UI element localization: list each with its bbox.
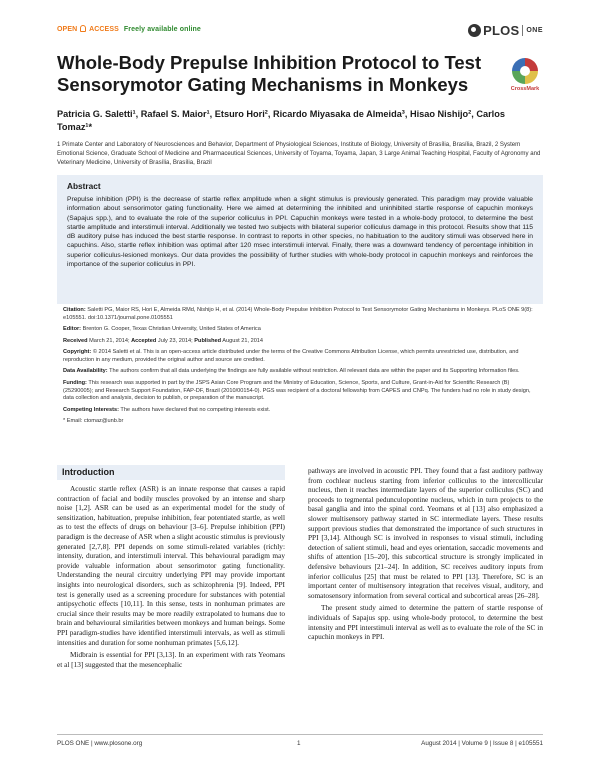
plos-wordmark: PLOS [483, 22, 520, 38]
logo-divider [522, 25, 523, 36]
footer-journal-link[interactable]: PLOS ONE | www.plosone.org [57, 740, 143, 747]
citation-text: Saletti PG, Maior RS, Hori E, Almeida RMd, Nishijo H, et al. (2014) Whole-Body Prepulse Inhibition Protocol to Test Sensorymotor Gating Mechanisms in Monkeys. PLoS ONE 9(8): e105551. doi:10.1371/journal.pone.0105551 [63, 307, 533, 321]
footer-issue-info: August 2014 | Volume 9 | Issue 8 | e105551 [421, 740, 543, 747]
competing-interests-block [63, 407, 538, 415]
open-label: OPEN [57, 26, 78, 33]
funding-text: This research was supported in part by the JSPS Asian Core Program and the Ministry of Education, Science, Sports, and Culture, Grant-in-Aid for Scientific Research (B) (25290005); and Research Support Foundation, FAP-DF, Brazil (2010/00154-0). PGS was recipient of a doctoral fellowship from CAPES and CNPq. The funders had no role in study design, data collection and analysis, decision to publish, or preparation of the manuscript. [63, 379, 531, 402]
dates-block [63, 338, 538, 346]
accepted-label: Accepted [131, 337, 157, 344]
editor-text: Brenton G. Cooper, Texas Christian University, United States of America [82, 326, 261, 333]
data-availability-label: Data Availability: [63, 368, 108, 375]
crossmark-label: CrossMark [510, 86, 540, 92]
intro-paragraph: Acoustic startle reflex (ASR) is an innate response that causes a rapid contraction of facial and bodily muscles provoked by an intense and sharp noise [1,2]. ASR can be used as an experimental model for the study of sensitization, habituation, prepulse inhibition, fear potentiated startle, as well as to test the effects of drugs on behaviour [3–6]. Prepulse inhibition (PPI) paradigm is the decrease of ASR when a slight acoustic stimulus is previously generated [2,7,8]. PPI depends on some stimuli-related variables (richly: intensity, duration, and interstimuli interval. This behavioural paradigm may provide valuable information about sensorimotor gating functionality. Understanding the neural circuitry underlying PPI may provide important insights into neurological disorders, such as schizophrenia [9]. Indeed, PPI test is generally used as a screening procedure for substances with potential antipsychotic effects [10,11]. In this sense, tests in nonhuman primates are crucial since their results may be more readily extrapolated to humans due to brain and behavioural similarities between monkeys and human beings. Some PPI paradigm-studies have identified interstimuli intervals, as well as stimuli intensities and duration for some nonhuman primates [5,6,12]. [57, 484, 285, 647]
crossmark-icon [512, 58, 538, 84]
editor-block [63, 326, 538, 334]
open-lock-icon [80, 25, 86, 32]
received-date: March 21, 2014; [89, 337, 130, 344]
abstract-section [57, 175, 543, 304]
competing-interests-text: The authors have declared that no competing interests exist. [120, 406, 271, 413]
introduction-heading: Introduction [57, 465, 285, 480]
page-number: 1 [297, 740, 301, 747]
accepted-date: July 23, 2014; [157, 337, 193, 344]
article-title: Whole-Body Prepulse Inhibition Protocol to Test Sensorymotor Gating Mechanisms in Monkeys [57, 52, 482, 95]
abstract-heading: Abstract [67, 181, 101, 191]
one-wordmark: ONE [526, 26, 543, 34]
plos-one-logo[interactable] [468, 22, 543, 38]
data-availability-text: The authors confirm that all data underlying the findings are fully available without restriction. All relevant data are within the paper and its Supporting Information files. [109, 368, 520, 375]
plos-logo-icon [468, 24, 481, 37]
open-access-badge[interactable] [57, 25, 201, 33]
intro-paragraph: The present study aimed to determine the pattern of startle response of individuals of Sapajus spp. using whole-body protocol, to determine the best intensity and PPI interstimuli interval as well as to evaluate the role of the SC in capuchin monkeys in PPI. [308, 603, 543, 642]
affiliations: 1 Primate Center and Laboratory of Neurosciences and Behavior, Department of Physiological Sciences, Institute of Biology, University of Brasília, Brasília, Brazil, 2 System Emotional Science, Graduate School of Medicine and Pharmaceutical Sciences, University of Toyama, Toyama, Japan, 3 Large Animal Teaching Hospital, Faculty of Agronomy and Veterinary Medicine, University of Brasília, Brasília, Brazil [57, 141, 541, 166]
access-label: ACCESS [89, 26, 119, 33]
citation-label: Citation: [63, 307, 86, 313]
copyright-block [63, 349, 538, 364]
funding-label: Funding: [63, 379, 87, 386]
body-column-right [308, 466, 543, 642]
published-date: August 21, 2014 [222, 337, 264, 344]
published-label: Published [194, 337, 222, 344]
footer-divider [57, 734, 543, 735]
page-footer [57, 738, 543, 750]
abstract-text: Prepulse inhibition (PPI) is the decrease of startle reflex amplitude when a slight stimulus is previously generated. This paradigm may provide valuable information about sensorimotor gating functionality. Here we aimed at determining the inhibited and uninhibited startle response of capuchin monkeys (Sapajus spp.), and to evaluate the role of the superior colliculus in PPI. Capuchin monkeys were tested in a whole-body protocol, to determine the best startle amplitude and interstimuli interval. Additionally we tested two subjects with bilateral superior colliculus damage in this protocol. Results show that 115 dB auditory pulse has induced the best startle response. In contrast to reports in other species, no habituation to the auditory stimuli was observed here in capuchins. Also, startle reflex inhibition was optimal after 120 msec interstimuli interval. Finally, there was a downward tendency of percentage inhibition in superior colliculus-lesioned monkeys. Our data provides the possibility of further studies with whole-body protocol in capuchin monkeys and reinforces the importance of the superior colliculus in PPI. [67, 196, 533, 269]
crossmark-badge[interactable] [508, 58, 542, 92]
body-column-left [57, 484, 285, 669]
freely-available-label: Freely available online [123, 26, 201, 33]
editor-label: Editor: [63, 326, 82, 333]
copyright-label: Copyright: [63, 349, 92, 356]
received-label: Received [63, 337, 88, 344]
citation-block [63, 307, 538, 322]
intro-paragraph: Midbrain is essential for PPI [3,13]. In an experiment with rats Yeomans et al [13] suggested that the mesencephalic [57, 650, 285, 669]
journal-header [57, 22, 543, 38]
article-metadata [63, 307, 538, 430]
corresponding-email[interactable]: * Email: ctomaz@unb.br [63, 418, 124, 425]
data-availability-block [63, 368, 538, 376]
intro-paragraph: pathways are involved in acoustic PPI. They found that a fast auditory pathway from cochlear nucleus starting from inferior colliculus to the intercollicular nucleus, then it reaches intermediate layers of the superior colliculus (SC) and proceeds to tegmental pedunculopontine nucleus, which in turn projects to the basal ganglia and into the spinal cord. Yeomans et al [13] also emphasized a slower multisensory pathway started in SC intermediate layers. These results support previous studies that demonstrated the importance of such structures in PPI [3,14]. Although SC is involved in responses to visual stimuli, including detection of salient stimuli, head and eyes orientation, saccadic movements and shifts of attention [15–20], this subcortical structure is strongly implicated in defensive behaviours [21–24]. In addition, SC receives auditory inputs from inferior colliculus [25] that must be related to PPI [13]. Therefore, SC is an important center of multisensory integration that receives visual, auditory, and somatosensory information from several cortical and subcortical areas [26–28]. [308, 466, 543, 600]
funding-block [63, 380, 538, 403]
copyright-text: © 2014 Saletti et al. This is an open-access article distributed under the terms of the Creative Commons Attribution License, which permits unrestricted use, distribution, and reproduction in any medium, provided the original author and source are credited. [63, 349, 519, 363]
author-list: Patricia G. Saletti¹, Rafael S. Maior¹, Etsuro Hori², Ricardo Miyasaka de Almeida³, Hisao Nishijo², Carlos Tomaz¹* [57, 109, 505, 132]
competing-interests-label: Competing Interests: [63, 406, 119, 413]
